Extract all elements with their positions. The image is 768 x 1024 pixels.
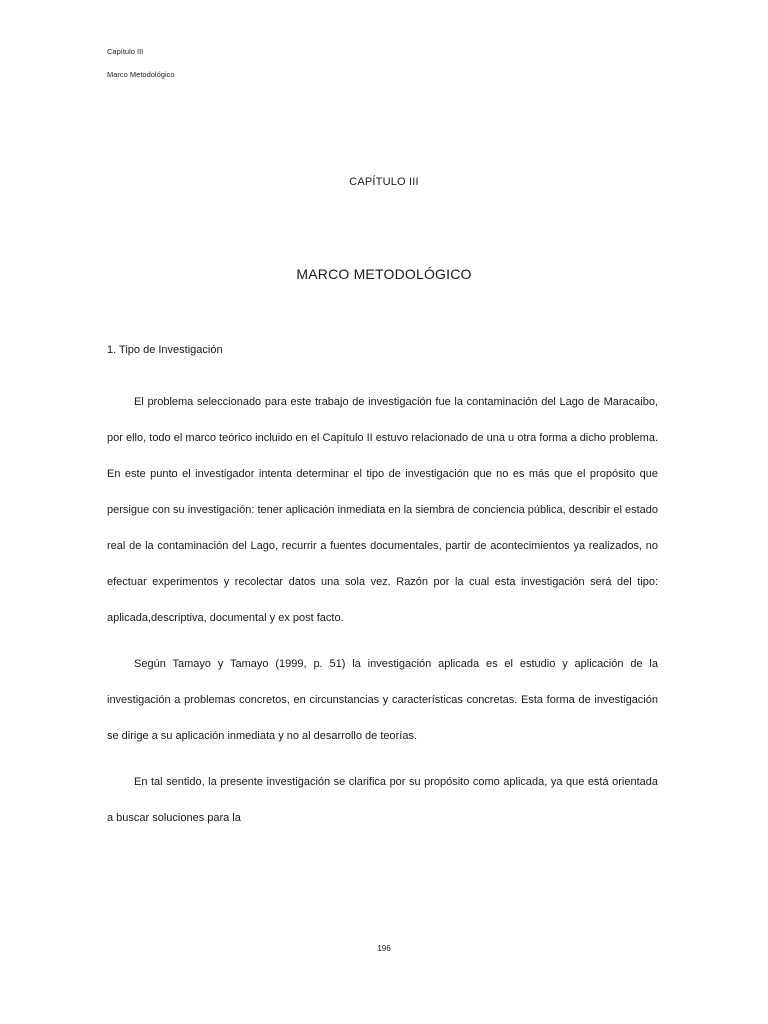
paragraph-1: El problema seleccionado para este trabajo de investigación fue la contaminación del Lago de Maracaibo, por ello, todo el marco teórico incluido en el Capítulo II estuvo relacionado de una u otra forma a dicho problema. En este punto el investigador intenta determinar el tipo de investigación que no es más que el propósito que persigue con su investigación: tener aplicación inmediata en la siembra de conciencia pública, describir el estado real de la contaminación del Lago, recurrir a fuentes documentales, partir de acontecimientos ya realizados, no efectuar experimentos y recolectar datos una sola vez. Razón por la cual esta investigación será del tipo: aplicada,descriptiva, documental y ex post facto. bbox=[107, 396, 658, 624]
running-header bbox=[107, 40, 175, 86]
section-title: MARCO METODOLÓGICO bbox=[296, 266, 472, 282]
header-section: Marco Metodológico bbox=[107, 70, 175, 79]
chapter-label: CAPÍTULO III bbox=[349, 176, 419, 188]
paragraph-2: Según Tamayo y Tamayo (1999, p. 51) la investigación aplicada es el estudio y aplicación de la investigación a problemas concretos, en circunstancias y características concretas. Esta forma de investigación se dirige a su aplicación inmediata y no al desarrollo de teorías. bbox=[107, 658, 658, 742]
subsection-heading: 1. Tipo de Investigación bbox=[107, 344, 223, 356]
page-number: 196 bbox=[377, 944, 391, 953]
body-text bbox=[107, 384, 658, 836]
header-chapter: Capítulo III bbox=[107, 47, 144, 56]
paragraph-3: En tal sentido, la presente investigación se clarifica por su propósito como aplicada, ya que está orientada a buscar soluciones para la bbox=[107, 776, 658, 824]
